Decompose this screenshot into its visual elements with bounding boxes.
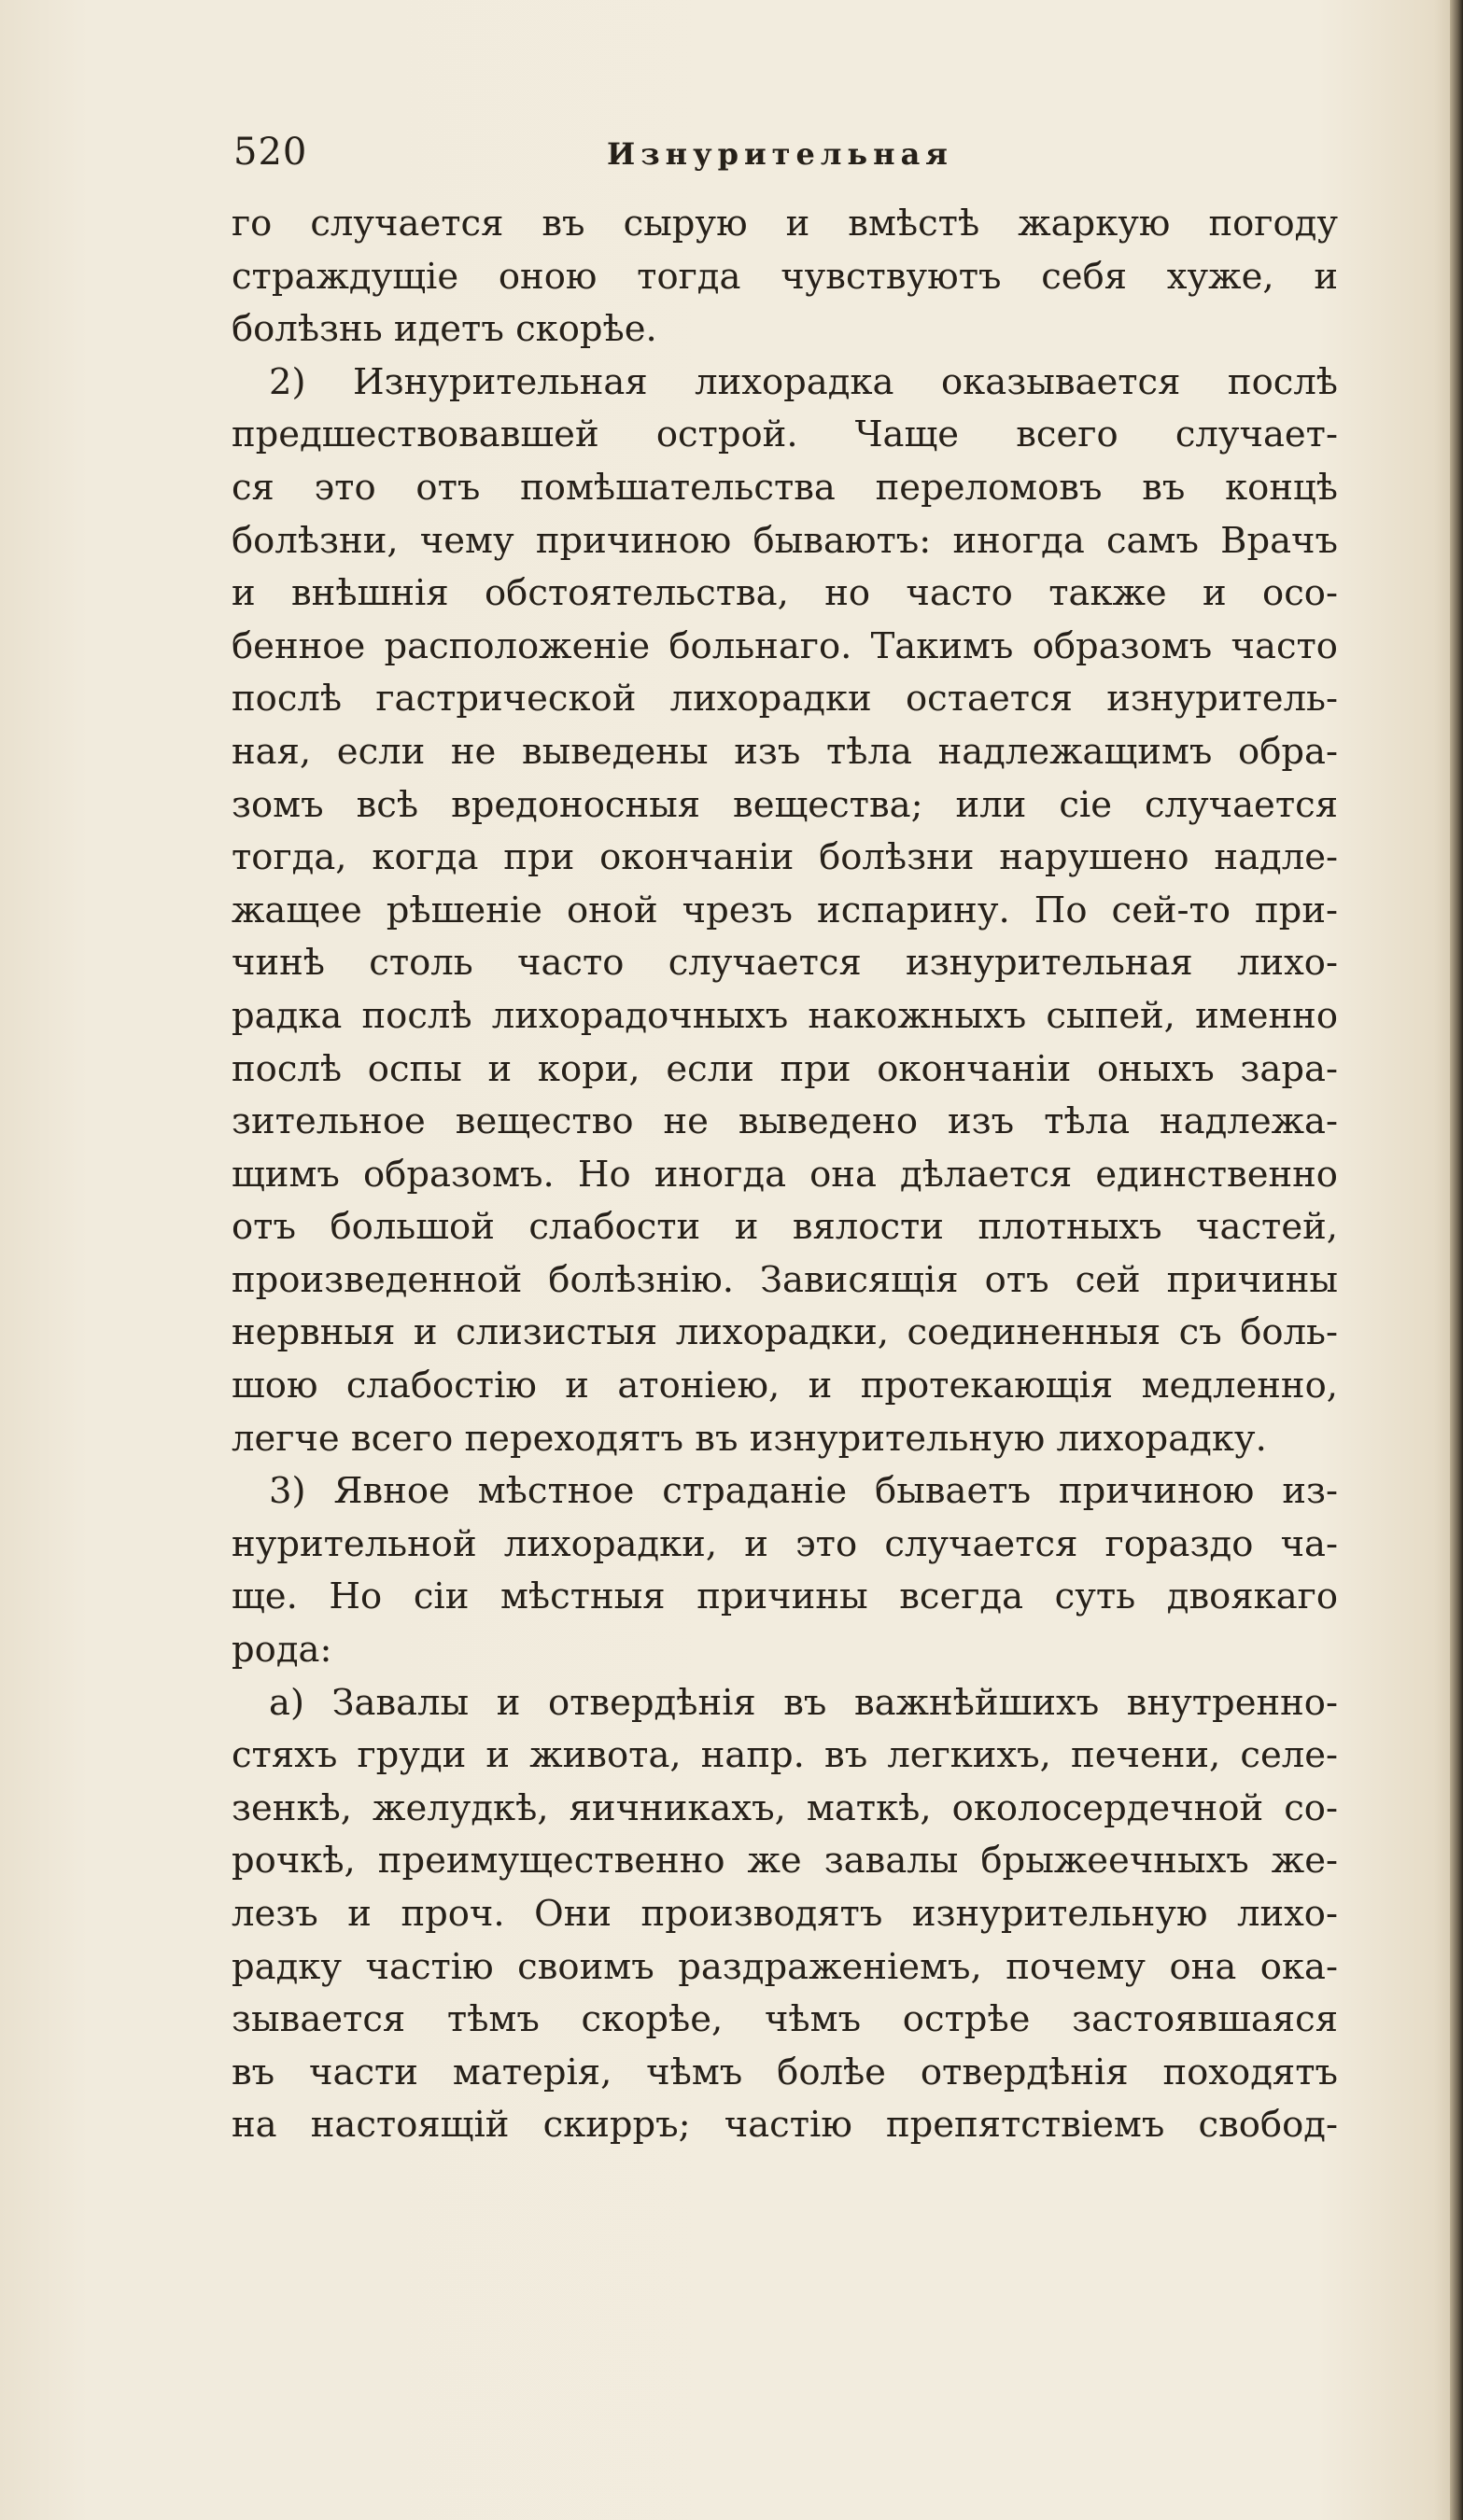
text-line: ная, если не выведены изъ тѣла надлежащимъ обра-: [232, 730, 1338, 773]
text-line: зительное вещество не выведено изъ тѣла надлежа-: [232, 1100, 1338, 1143]
text-line: нурительной лихорадки, и это случается гораздо ча-: [232, 1522, 1338, 1565]
text-line: зывается тѣмъ скорѣе, чѣмъ острѣе застоявшаяся: [232, 1998, 1338, 2041]
text-line: рочкѣ, преимущественно же завалы брыжеечныхъ же-: [232, 1840, 1338, 1883]
body-text: [232, 198, 1338, 2152]
text-line: лезъ и проч. Они производятъ изнурительную лихо-: [232, 1893, 1338, 1935]
text-line: радка послѣ лихорадочныхъ накожныхъ сыпей, именно: [232, 994, 1338, 1037]
text-line: зенкѣ, желудкѣ, яичникахъ, маткѣ, околосердечной со-: [232, 1786, 1338, 1829]
page-edge-shadow: [1450, 0, 1463, 2520]
text-line: a) Завалы и отвердѣнія въ важнѣйшихъ внутренно-: [269, 1681, 1338, 1724]
text-line: 2) Изнурительная лихорадка оказывается послѣ: [269, 360, 1338, 403]
page-number: 520: [233, 131, 308, 174]
text-line: болѣзни, чему причиною бываютъ: иногда самъ Врачъ: [232, 519, 1338, 562]
text-line: предшествовавшей острой. Чаще всего случает-: [232, 413, 1338, 456]
text-line: болѣзнь идетъ скорѣе.: [232, 308, 657, 351]
text-line: жащее рѣшеніе оной чрезъ испарину. По сей-то при-: [232, 889, 1338, 931]
text-line: шою слабостію и атоніею, и протекающія медленно,: [232, 1365, 1338, 1407]
text-line: въ части матерія, чѣмъ болѣе отвердѣнія походятъ: [232, 2051, 1338, 2093]
text-line: ся это отъ помѣшательства переломовъ въ концѣ: [232, 466, 1338, 509]
text-line: 3) Явное мѣстное страданіе бываетъ причиною из-: [269, 1470, 1338, 1513]
text-line: на настоящій скирръ; частію препятствіемъ свобод-: [232, 2104, 1338, 2147]
text-line: ще. Но сіи мѣстныя причины всегда суть двоякаго: [232, 1575, 1338, 1618]
text-line: чинѣ столь часто случается изнурительная лихо-: [232, 942, 1338, 985]
page-header: [233, 131, 1335, 187]
text-line: отъ большой слабости и вялости плотныхъ частей,: [232, 1206, 1338, 1249]
text-line: стяхъ груди и живота, напр. въ легкихъ, печени, селе-: [232, 1734, 1338, 1777]
running-head: Изнурительная: [607, 136, 953, 172]
text-line: страждущіе оною тогда чувствуютъ себя хуже, и: [232, 255, 1338, 298]
text-line: послѣ гастрической лихорадки остается изнуритель-: [232, 678, 1338, 721]
text-line: рода:: [232, 1629, 332, 1672]
text-line: нервныя и слизистыя лихорадки, соединенныя съ боль-: [232, 1311, 1338, 1354]
text-line: щимъ образомъ. Но иногда она дѣлается единственно: [232, 1153, 1338, 1196]
text-line: произведенной болѣзнію. Зависящія отъ сей причины: [232, 1258, 1338, 1301]
text-line: тогда, когда при окончаніи болѣзни нарушено надле-: [232, 836, 1338, 879]
text-line: и внѣшнія обстоятельства, но часто также и осо-: [232, 572, 1338, 615]
text-line: легче всего переходятъ въ изнурительную лихорадку.: [232, 1417, 1267, 1460]
text-line: зомъ всѣ вредоносныя вещества; или сіе случается: [232, 783, 1338, 826]
text-line: послѣ оспы и кори, если при окончаніи оныхъ зара-: [232, 1047, 1338, 1090]
text-line: бенное расположеніе больнаго. Такимъ образомъ часто: [232, 624, 1338, 667]
text-line: радку частію своимъ раздраженіемъ, почему она ока-: [232, 1945, 1338, 1988]
text-line: го случается въ сырую и вмѣстѣ жаркую погоду: [232, 203, 1338, 245]
